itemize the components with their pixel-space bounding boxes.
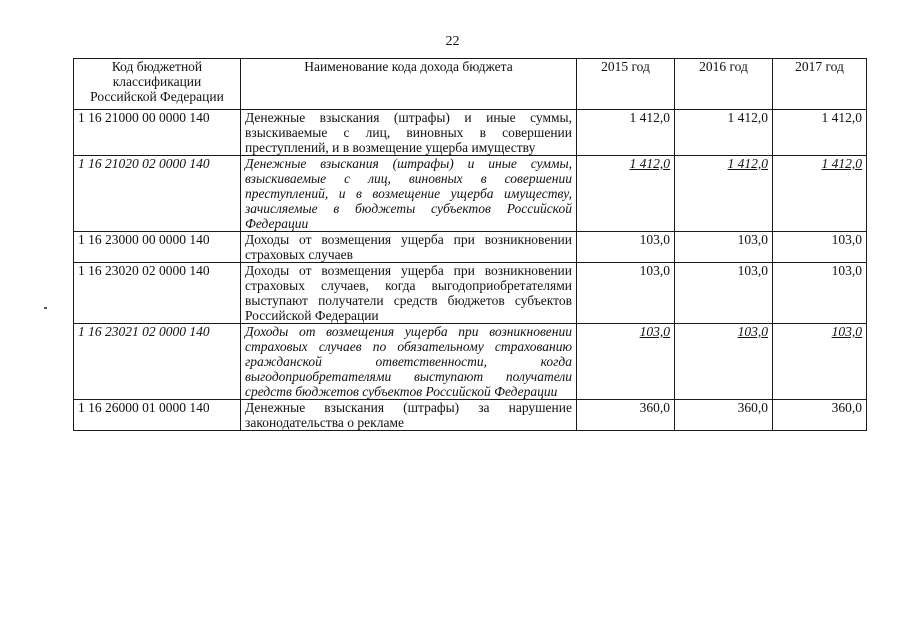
value-2016: 1 412,0 — [727, 156, 768, 171]
row-value-2015 — [577, 263, 675, 324]
value-2016: 103,0 — [737, 263, 768, 278]
row-value-2016 — [675, 156, 773, 232]
row-name: Денежные взыскания (штрафы) и иные суммы, взыскиваемые с лиц, виновных в совершении преступлений, и в возмещение ущерба имуществу — [241, 110, 577, 156]
value-2017: 103,0 — [831, 263, 862, 278]
value-2015: 103,0 — [639, 324, 670, 339]
row-value-2016 — [675, 232, 773, 263]
value-2017: 1 412,0 — [821, 156, 862, 171]
row-value-2015 — [577, 232, 675, 263]
row-value-2017 — [773, 110, 867, 156]
value-2017: 103,0 — [831, 324, 862, 339]
budget-revenue-table — [73, 58, 867, 431]
table-row — [74, 400, 867, 431]
header-2016: 2016 год — [675, 59, 773, 110]
row-value-2015 — [577, 400, 675, 431]
value-2016: 1 412,0 — [727, 110, 768, 125]
table-row — [74, 156, 867, 232]
row-value-2016 — [675, 400, 773, 431]
row-code: 1 16 23000 00 0000 140 — [74, 232, 241, 263]
row-value-2015 — [577, 110, 675, 156]
page-number: 22 — [445, 34, 460, 49]
header-2015: 2015 год — [577, 59, 675, 110]
row-value-2016 — [675, 263, 773, 324]
row-value-2016 — [675, 324, 773, 400]
table-row — [74, 324, 867, 400]
value-2017: 103,0 — [831, 232, 862, 247]
value-2016: 103,0 — [737, 324, 768, 339]
row-value-2017 — [773, 324, 867, 400]
row-code: 1 16 26000 01 0000 140 — [74, 400, 241, 431]
table-row — [74, 263, 867, 324]
row-value-2016 — [675, 110, 773, 156]
header-name: Наименование кода дохода бюджета — [241, 59, 577, 110]
value-2015: 1 412,0 — [629, 156, 670, 171]
row-value-2017 — [773, 156, 867, 232]
row-name: Доходы от возмещения ущерба при возникновении страховых случаев, когда выгодоприобретателями выступают получатели средств бюджетов субъектов Российской Федерации — [241, 263, 577, 324]
value-2015: 103,0 — [639, 232, 670, 247]
margin-mark — [44, 307, 47, 309]
table-header-row — [74, 59, 867, 110]
row-name: Денежные взыскания (штрафы) за нарушение законодательства о рекламе — [241, 400, 577, 431]
row-code: 1 16 21020 02 0000 140 — [74, 156, 241, 232]
row-code: 1 16 23021 02 0000 140 — [74, 324, 241, 400]
value-2016: 360,0 — [737, 400, 768, 415]
row-value-2015 — [577, 156, 675, 232]
row-code: 1 16 21000 00 0000 140 — [74, 110, 241, 156]
table-row — [74, 110, 867, 156]
value-2015: 1 412,0 — [629, 110, 670, 125]
row-value-2017 — [773, 232, 867, 263]
value-2016: 103,0 — [737, 232, 768, 247]
value-2017: 1 412,0 — [821, 110, 862, 125]
row-value-2015 — [577, 324, 675, 400]
table-row — [74, 232, 867, 263]
row-name: Денежные взыскания (штрафы) и иные суммы, взыскиваемые с лиц, виновных в совершении преступлений, и в возмещение ущерба имуществу, зачисляемые в бюджеты субъектов Российской Федерации — [241, 156, 577, 232]
header-2017: 2017 год — [773, 59, 867, 110]
row-code: 1 16 23020 02 0000 140 — [74, 263, 241, 324]
row-value-2017 — [773, 400, 867, 431]
row-value-2017 — [773, 263, 867, 324]
row-name: Доходы от возмещения ущерба при возникновении страховых случаев по обязательному страхованию гражданской ответственности, когда выгодоприобретателями выступают получатели средств бюджетов субъектов Российской Федерации — [241, 324, 577, 400]
value-2015: 360,0 — [639, 400, 670, 415]
row-name: Доходы от возмещения ущерба при возникновении страховых случаев — [241, 232, 577, 263]
header-code: Код бюджетной классификации Российской Федерации — [74, 59, 241, 110]
value-2015: 103,0 — [639, 263, 670, 278]
value-2017: 360,0 — [831, 400, 862, 415]
